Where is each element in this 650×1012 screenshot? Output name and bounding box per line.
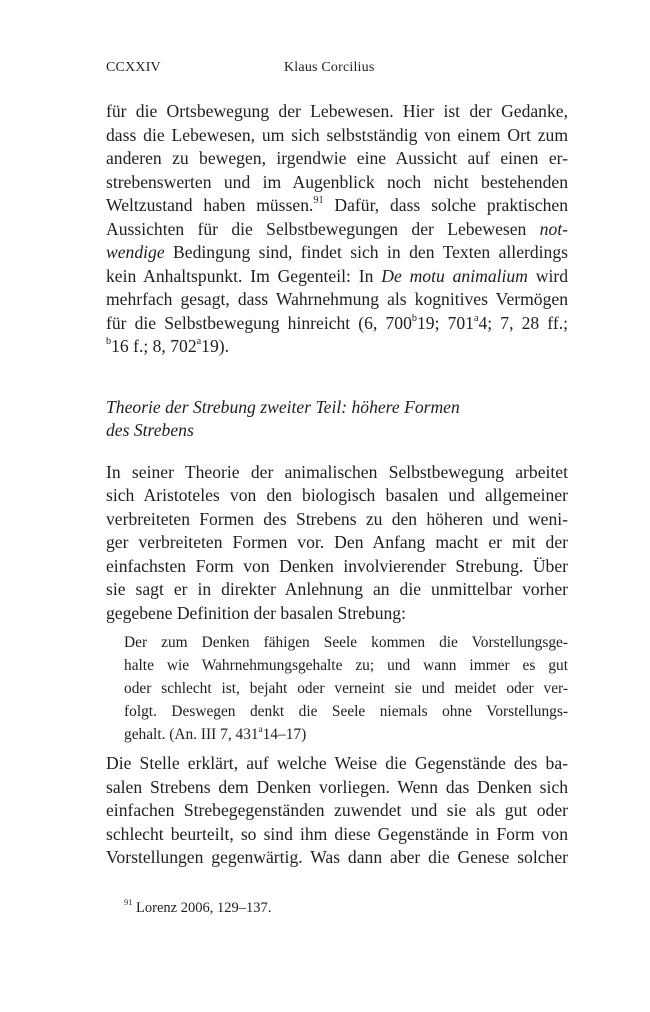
- text-line: für die Selbstbewegung hinreicht (6, 700$^b$19; 701$^a$4; 7, 28 ff.;: [106, 312, 568, 333]
- quote-line: gehalt. (An. III 7, 431$^a$14–17): [124, 723, 307, 743]
- section-heading: Theorie der Strebung zweiter Teil: höhere Formen des Strebens: [106, 396, 460, 440]
- text-line: strebenswerten und im Augenblick noch nicht bestehenden: [106, 171, 568, 192]
- text-line: sie sagt er in direkter Anlehnung an die unmittelbar vorher: [106, 579, 568, 599]
- text-line: In seiner Theorie der animalischen Selbstbewegung arbeitet: [106, 461, 568, 482]
- quote-line: oder schlecht ist, bejaht oder verneint sie und meidet oder ver-: [124, 680, 568, 697]
- text-line: gegebene Definition der basalen Strebung:: [106, 602, 406, 623]
- emphasis: not-: [539, 218, 568, 239]
- text-line: sich Aristoteles von den biologisch basalen und allgemeiner: [106, 485, 568, 505]
- text-line: einfachen Strebegegenständen zuwendet und sie als gut oder: [106, 800, 568, 820]
- text-line: Weltzustand haben müssen.$^{91}$ Dafür, dass solche praktischen: [106, 195, 568, 215]
- quote-line: Der zum Denken fähigen Seele kommen die Vorstellungsge-: [124, 634, 568, 651]
- emphasis: wendige: [106, 242, 165, 262]
- text-line: wendige Bedingung sind, findet sich in den Texten allerdings: [106, 242, 568, 262]
- text-line: salen Strebens dem Denken vorliegen. Wenn das Denken sich: [106, 776, 568, 797]
- text-line: einfachsten Form von Denken involvierender Strebung. Über: [106, 555, 568, 576]
- running-head-author: Klaus Corcilius: [284, 60, 375, 75]
- quote-line: folgt. Deswegen denkt die Seele niemals ohne Vorstellungs-: [124, 703, 568, 720]
- text-line: Vorstellungen gegenwärtig. Was dann aber die Genese solcher: [106, 847, 568, 867]
- text-line: schlecht beurteilt, so sind ihm diese Gegenstände in Form von: [106, 823, 568, 844]
- block-quote: [124, 631, 568, 746]
- paragraph-3: [106, 752, 568, 870]
- text-line: $^b$16 f.; 8, 702$^a$19).: [106, 336, 230, 356]
- text-line: dass die Lebewesen, um sich selbstständig von einem Ort zum: [106, 124, 568, 145]
- page-number: CCXXIV: [106, 60, 161, 75]
- footnote-text: Lorenz 2006, 129–137.: [136, 899, 272, 916]
- text-line: ger verbreiteten Formen vor. Den Anfang macht er mit der: [106, 532, 568, 552]
- text-line: Aussichten für die Selbstbewegungen der Lebewesen not-: [106, 218, 568, 239]
- text-line: verbreiteten Formen des Strebens zu den höheren und weni-: [106, 508, 568, 529]
- text-line: kein Anhaltspunkt. Im Gegenteil: In De motu animalium wird: [106, 265, 569, 286]
- quote-line: halte wie Wahrnehmungsgehalte zu; und wann immer es gut: [124, 657, 568, 674]
- work-title: De motu animalium: [381, 265, 528, 286]
- text-line: für die Ortsbewegung der Lebewesen. Hier ist der Gedanke,: [106, 101, 568, 121]
- footnote: [106, 898, 568, 918]
- footnote-number: 91: [124, 897, 133, 907]
- book-page: [106, 60, 568, 918]
- running-head: [106, 60, 568, 82]
- text-line: mehrfach gesagt, dass Wahrnehmung als kognitives Vermögen: [106, 289, 568, 309]
- text-line: anderen zu bewegen, irgendwie eine Aussicht auf einen er-: [106, 148, 568, 168]
- text-line: Die Stelle erklärt, auf welche Weise die Gegenstände des ba-: [106, 753, 568, 773]
- paragraph-1: [106, 100, 568, 359]
- footnote-marker[interactable]: 91: [313, 195, 324, 207]
- paragraph-2: [106, 461, 568, 626]
